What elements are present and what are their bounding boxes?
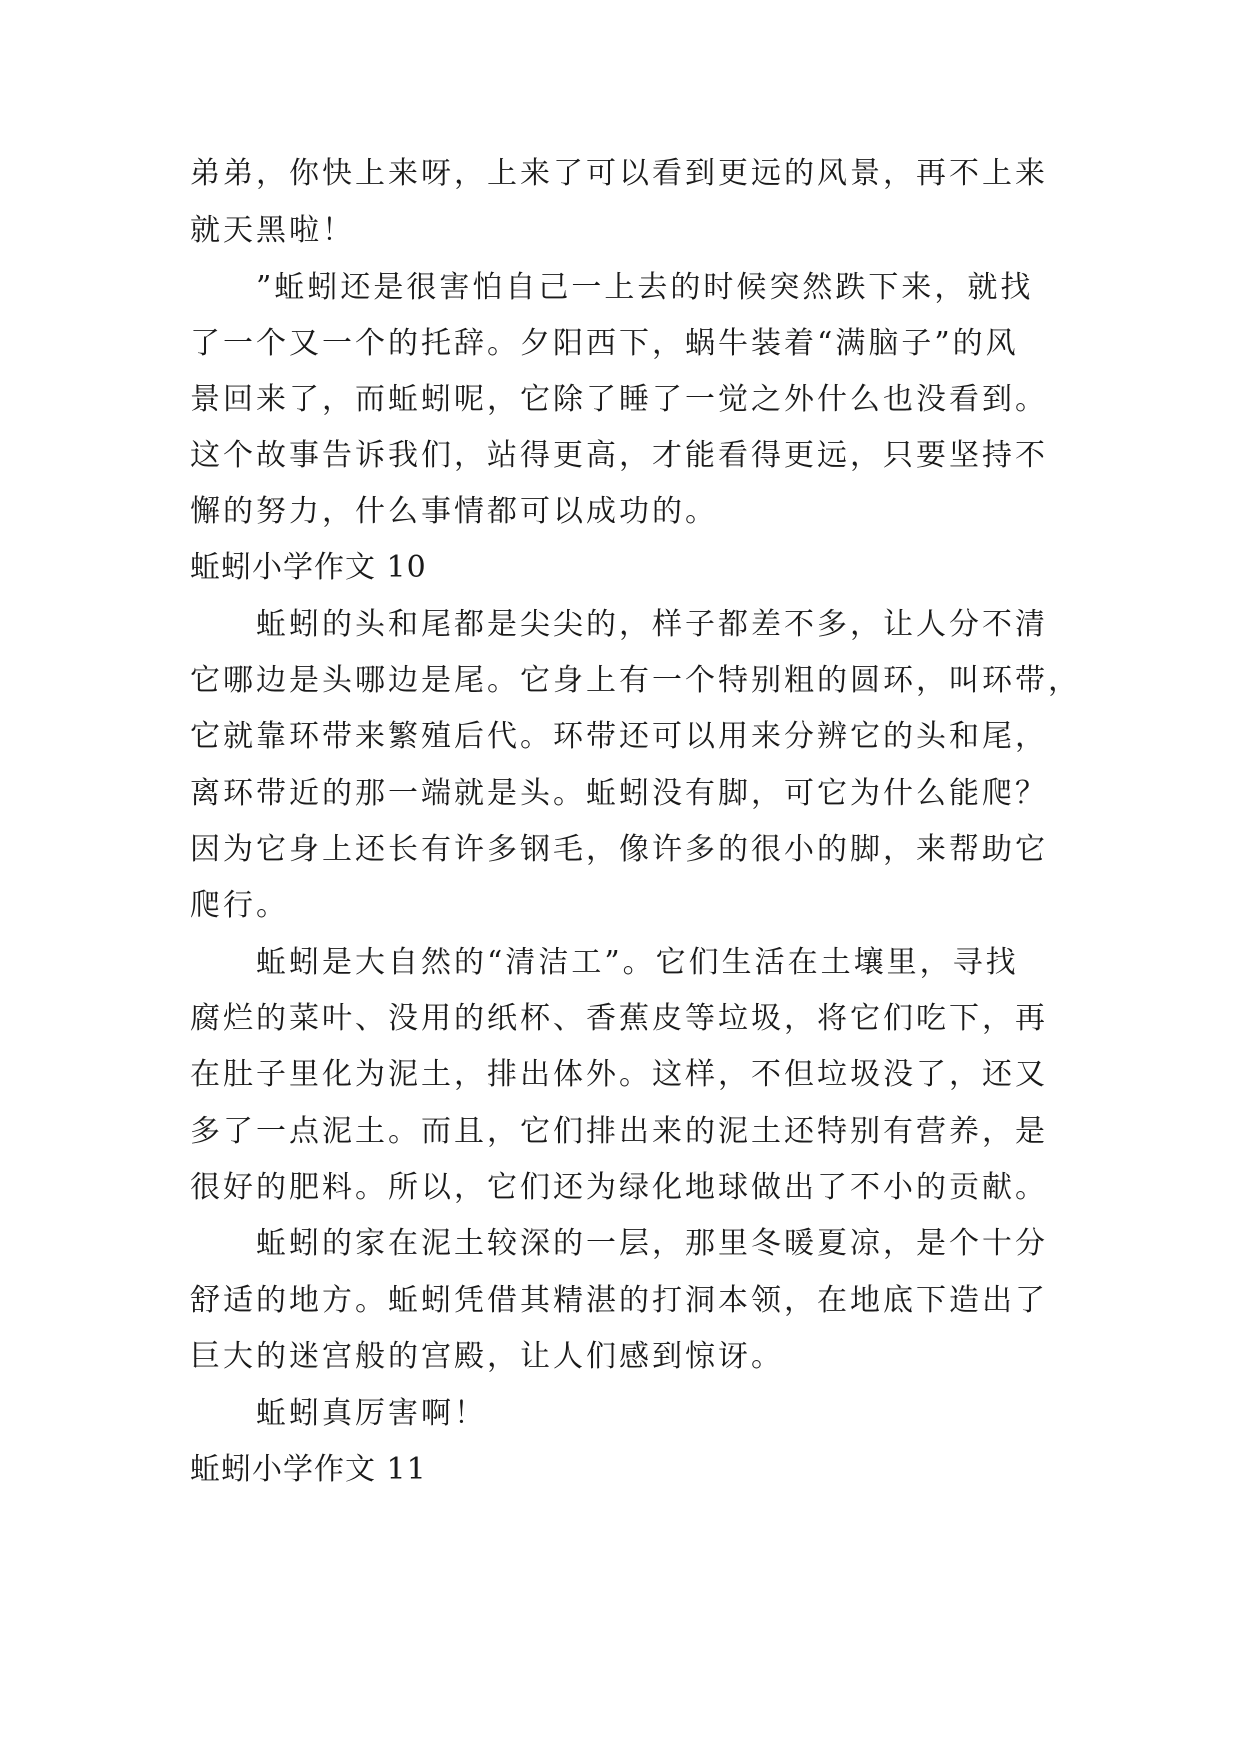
paragraph-line: 就天黑啦！ <box>190 213 355 248</box>
paragraph-line: 在肚子里化为泥土，排出体外。这样，不但垃圾没了，还又 <box>190 1057 1048 1092</box>
paragraph-line: 了一个又一个的托辞。夕阳西下，蜗牛装着“满脑子”的风 <box>190 326 1019 361</box>
paragraph-line: 很好的肥料。所以，它们还为绿化地球做出了不小的贡献。 <box>190 1170 1048 1205</box>
paragraph-line: 多了一点泥土。而且，它们排出来的泥土还特别有营养，是 <box>190 1114 1048 1149</box>
paragraph-line: 蚯蚓的头和尾都是尖尖的，样子都差不多，让人分不清 <box>256 607 1048 642</box>
paragraph-line: 腐烂的菜叶、没用的纸杯、香蕉皮等垃圾，将它们吃下，再 <box>190 1001 1048 1036</box>
paragraph-line: 这个故事告诉我们，站得更高，才能看得更远，只要坚持不 <box>190 438 1048 473</box>
paragraph-line: 蚯蚓的家在泥土较深的一层，那里冬暖夏凉，是个十分 <box>256 1226 1048 1261</box>
paragraph-line: 景回来了，而蚯蚓呢，它除了睡了一觉之外什么也没看到。 <box>190 382 1048 417</box>
paragraph-line: 它就靠环带来繁殖后代。环带还可以用来分辨它的头和尾， <box>190 719 1048 754</box>
section-heading: 蚯蚓小学作文 11 <box>190 1452 427 1487</box>
paragraph-line: 蚯蚓真厉害啊！ <box>256 1396 487 1431</box>
paragraph-line: 蚯蚓是大自然的“清洁工”。它们生活在土壤里，寻找 <box>256 945 1019 980</box>
paragraph-line: 弟弟，你快上来呀，上来了可以看到更远的风景，再不上来 <box>190 156 1048 191</box>
paragraph-line: 巨大的迷宫般的宫殿，让人们感到惊讶。 <box>190 1339 784 1374</box>
paragraph-line: 因为它身上还长有许多钢毛，像许多的很小的脚，来帮助它 <box>190 832 1048 867</box>
paragraph-line: 爬行。 <box>190 888 289 923</box>
paragraph-line: ”蚯蚓还是很害怕自己一上去的时候突然跌下来，就找 <box>256 270 1034 305</box>
paragraph-line: 它哪边是头哪边是尾。它身上有一个特别粗的圆环，叫环带， <box>190 663 1081 698</box>
paragraph-line: 懈的努力，什么事情都可以成功的。 <box>190 494 718 529</box>
paragraph-line: 舒适的地方。蚯蚓凭借其精湛的打洞本领，在地底下造出了 <box>190 1283 1048 1318</box>
paragraph-line: 离环带近的那一端就是头。蚯蚓没有脚，可它为什么能爬？ <box>190 776 1048 811</box>
section-heading: 蚯蚓小学作文 10 <box>190 550 427 585</box>
